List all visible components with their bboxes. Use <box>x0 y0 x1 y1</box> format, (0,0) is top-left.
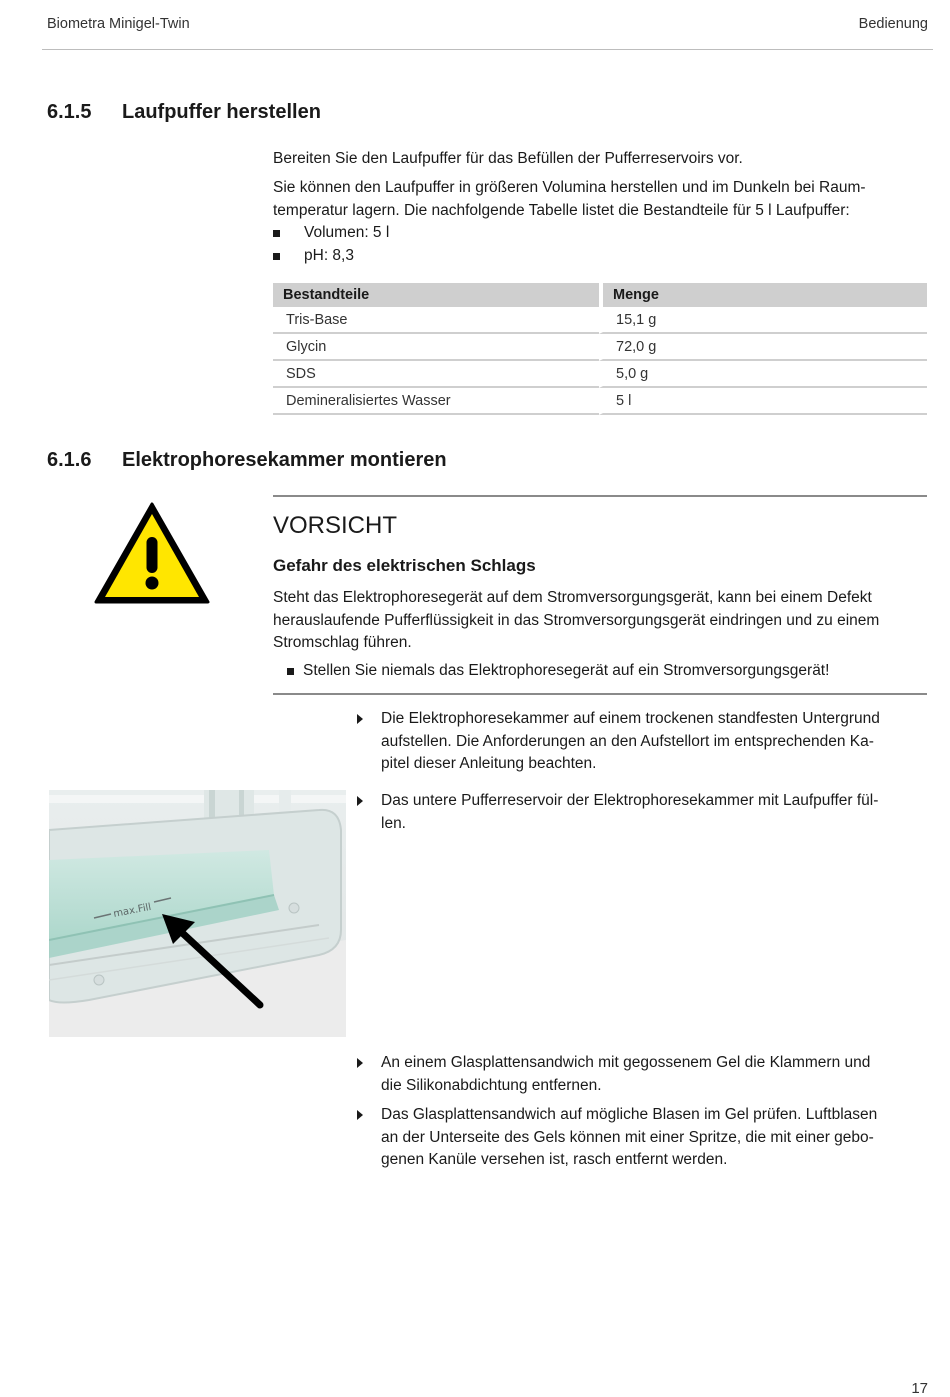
step-line: Das Glasplattensandwich auf mögliche Blasen im Gel prüfen. Luftblasen <box>381 1106 878 1123</box>
intro-paragraph <box>273 148 923 171</box>
step-line: an der Unterseite des Gels können mit einer Spritze, die mit einer gebo- <box>381 1128 874 1146</box>
step-arrow-icon <box>357 714 363 724</box>
table-row <box>273 388 927 415</box>
warning-text-line: Stromschlag führen. <box>273 634 412 651</box>
warning-text <box>273 587 933 655</box>
buffer-components-table <box>273 283 927 415</box>
step-line: genen Kanüle versehen ist, rasch entfernt werden. <box>381 1151 728 1168</box>
list-item-text: Volumen: 5 l <box>304 224 390 241</box>
step-line: Die Elektrophoresekammer auf einem trockenen standfesten Untergrund <box>381 710 880 727</box>
warning-bullet-text: Stellen Sie niemals das Elektrophoresegerät auf ein Stromversorgungsgerät! <box>303 662 830 679</box>
step-line: die Silikonabdichtung entfernen. <box>381 1076 602 1094</box>
table-cell: 15,1 g <box>599 307 927 334</box>
square-bullet-icon <box>273 253 280 260</box>
warning-text-line: herauslaufende Pufferflüssigkeit in das Stromversorgungsgerät eindringen und zu einem <box>273 611 880 629</box>
storage-paragraph <box>273 177 923 222</box>
step-line: len. <box>381 814 406 832</box>
section-title: Elektrophoresekammer montieren <box>122 449 447 471</box>
table-row <box>273 307 927 334</box>
table-row <box>273 361 927 388</box>
square-bullet-icon <box>287 668 294 675</box>
paragraph-line: Sie können den Laufpuffer in größeren Volumina herstellen und im Dunkeln bei Raum- <box>273 179 866 196</box>
table-cell: 5,0 g <box>599 361 927 388</box>
column-header-amount: Menge <box>599 283 927 307</box>
table-cell: 72,0 g <box>599 334 927 361</box>
step-line: Das untere Pufferreservoir der Elektrophoresekammer mit Laufpuffer fül- <box>381 792 879 809</box>
square-bullet-icon <box>273 230 280 237</box>
paragraph-line: Bereiten Sie den Laufpuffer für das Befüllen der Pufferreservoirs vor. <box>273 150 743 167</box>
table-row <box>273 334 927 361</box>
table-cell: 5 l <box>599 388 927 415</box>
table-cell: Demineralisiertes Wasser <box>273 388 599 415</box>
section-number: 6.1.6 <box>47 449 92 471</box>
buffer-reservoir-photo <box>49 790 346 1037</box>
header-divider <box>42 49 933 50</box>
warning-text-line: Steht das Elektrophoresegerät auf dem Stromversorgungsgerät, kann bei einem Defekt <box>273 589 872 606</box>
section-number: 6.1.5 <box>47 101 92 123</box>
paragraph-line: temperatur lagern. Die nachfolgende Tabelle listet die Bestandteile für 5 l Laufpuffer: <box>273 201 850 219</box>
warning-bottom-rule <box>273 693 927 695</box>
step-arrow-icon <box>357 1110 363 1120</box>
step-arrow-icon <box>357 1058 363 1068</box>
step-line: aufstellen. Die Anforderungen an den Aufstellort im entsprechenden Ka- <box>381 732 874 750</box>
max-fill-label: max.Fill <box>112 901 153 920</box>
table-cell: Tris-Base <box>273 307 599 334</box>
list-item-text: pH: 8,3 <box>304 247 354 264</box>
step-line: pitel dieser Anleitung beachten. <box>381 755 597 772</box>
table-cell: Glycin <box>273 334 599 361</box>
header-chapter: Bedienung <box>858 16 928 32</box>
step-line: An einem Glasplattensandwich mit gegossenem Gel die Klammern und <box>381 1054 871 1071</box>
page-number: 17 <box>911 1380 928 1397</box>
warning-triangle-icon <box>93 501 211 605</box>
table-cell: SDS <box>273 361 599 388</box>
table-header-row <box>273 283 927 307</box>
section-title: Laufpuffer herstellen <box>122 101 321 123</box>
step-arrow-icon <box>357 796 363 806</box>
header-document-title: Biometra Minigel-Twin <box>47 16 190 32</box>
column-header-components: Bestandteile <box>273 283 599 307</box>
warning-level: VORSICHT <box>273 512 398 539</box>
warning-top-rule <box>273 495 927 497</box>
warning-heading: Gefahr des elektrischen Schlags <box>273 556 536 575</box>
